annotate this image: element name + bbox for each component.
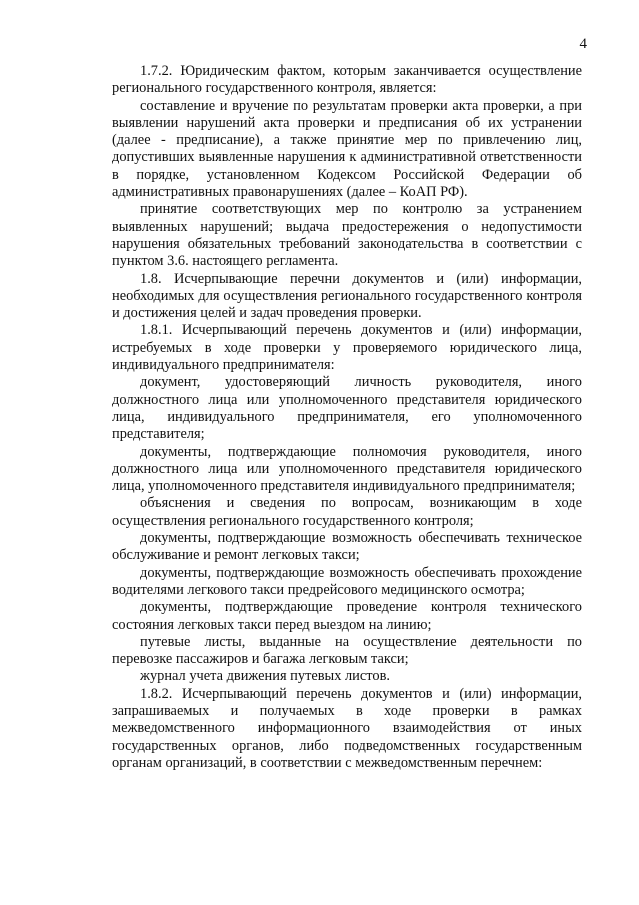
paragraph-act-and-prescription: составление и вручение по результатам проверки акта проверки, а при выявлении нарушений акта проверки и предписания об их устранении (далее - предписание), а также принятие мер по привлечению лиц, допустивших выявленные нарушения к административной ответственности в порядке, установленном Кодексом Российской Федерации об административных правонарушениях (далее – КоАП РФ). — [112, 97, 582, 201]
paragraph-measures-and-warning: принятие соответствующих мер по контролю за устранением выявленных нарушений; выдача предостережения о недопустимости нарушения обязательных требований законодательства в соответствии с пунктом 3.6. настоящего регламента. — [112, 201, 582, 270]
list-item-authority-documents: документы, подтверждающие полномочия руководителя, иного должностного лица или уполномоченного представителя юридического лица, уполномоченного представителя индивидуального предпринимателя; — [112, 443, 582, 495]
list-item-identity-document: документ, удостоверяющий личность руководителя, иного должностного лица или уполномоченного представителя юридического лица, индивидуального предпринимателя, его уполномоченного представителя; — [112, 374, 582, 443]
paragraph-1-8: 1.8. Исчерпывающие перечни документов и (или) информации, необходимых для осуществления регионального государственного контроля и достижения целей и задач проведения проверки. — [112, 270, 582, 322]
list-item-medical-check-documents: документы, подтверждающие возможность обеспечивать прохождение водителями легкового такси предрейсового медицинского осмотра; — [112, 564, 582, 598]
list-item-technical-control-documents: документы, подтверждающие проведение контроля технического состояния легковых такси перед выездом на линию; — [112, 599, 582, 633]
list-item-explanations: объяснения и сведения по вопросам, возникающим в ходе осуществления регионального государственного контроля; — [112, 495, 582, 529]
paragraph-1-8-1: 1.8.1. Исчерпывающий перечень документов и (или) информации, истребуемых в ходе проверки у проверяемого юридического лица, индивидуального предпринимателя: — [112, 322, 582, 374]
document-body — [112, 63, 582, 772]
list-item-waybill-journal: журнал учета движения путевых листов. — [140, 668, 390, 685]
list-item-maintenance-documents: документы, подтверждающие возможность обеспечивать техническое обслуживание и ремонт легковых такси; — [112, 530, 582, 564]
list-item-waybills: путевые листы, выданные на осуществление деятельности по перевозке пассажиров и багажа легковым такси; — [112, 633, 582, 668]
paragraph-1-7-2: 1.7.2. Юридическим фактом, которым заканчивается осуществление регионального государственного контроля, является: — [112, 63, 582, 97]
page-number: 4 — [579, 36, 587, 52]
paragraph-1-8-2: 1.8.2. Исчерпывающий перечень документов и (или) информации, запрашиваемых и получаемых в ходе проверки в рамках межведомственного информационного взаимодействия от иных государственных органов, либо подведомственных государственным органам организаций, в соответствии с межведомственным перечнем: — [112, 685, 582, 771]
